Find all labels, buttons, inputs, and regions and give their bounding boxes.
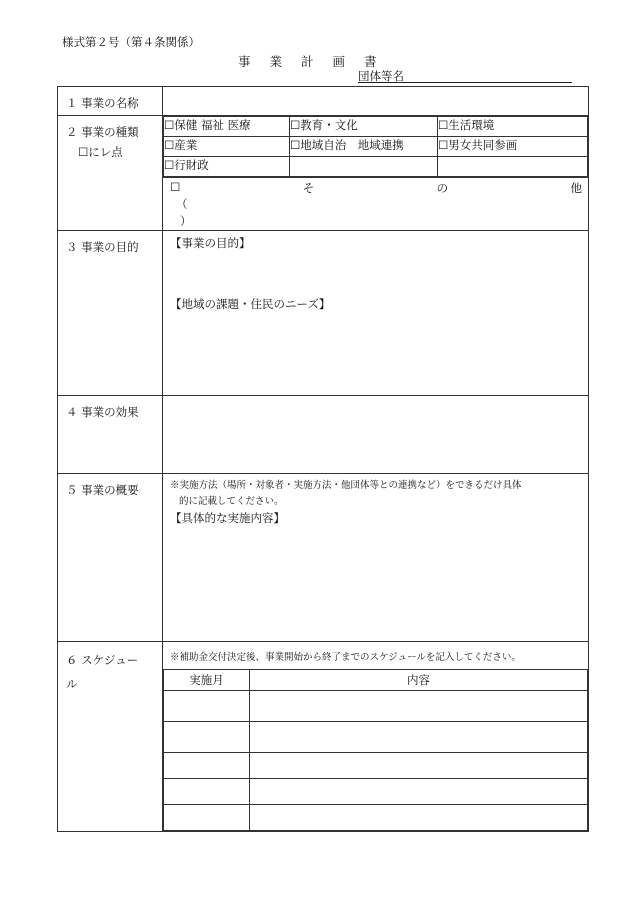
- purpose-field[interactable]: [163, 231, 589, 396]
- overview-note: [163, 474, 588, 510]
- needs-heading: 【地域の課題・住民のニーズ】: [170, 297, 331, 311]
- row-overview: [58, 474, 589, 642]
- schedule-content-cell[interactable]: [250, 779, 588, 805]
- schedule-month-cell[interactable]: [164, 691, 250, 722]
- empty-cell: [290, 157, 438, 177]
- schedule-content-cell[interactable]: [250, 753, 588, 779]
- schedule-label-line1: ６ スケジュー: [66, 653, 139, 667]
- plan-form-table: [57, 86, 589, 832]
- other-char-1: そ: [302, 181, 315, 195]
- project-type-label-line1: ２ 事業の種類: [66, 125, 139, 139]
- effect-label: ４ 事業の効果: [58, 396, 163, 474]
- schedule-field: [163, 642, 589, 832]
- schedule-content-cell[interactable]: [250, 691, 588, 722]
- option-education-culture[interactable]: ☐教育・文化: [290, 117, 438, 137]
- form-number: 様式第２号（第４条関係）: [62, 35, 200, 49]
- other-char-3: 他: [570, 181, 582, 195]
- option-industry[interactable]: ☐産業: [164, 137, 290, 157]
- option-health-welfare[interactable]: ☐保健 福祉 医療: [164, 117, 290, 137]
- other-checkbox[interactable]: ☐: [170, 180, 181, 194]
- row-effect: [58, 396, 589, 474]
- effect-field[interactable]: [163, 396, 589, 474]
- schedule-content-cell[interactable]: [250, 722, 588, 753]
- schedule-content-header: 内容: [250, 670, 588, 691]
- schedule-table: [163, 669, 588, 831]
- other-char-2: の: [436, 181, 449, 195]
- row-purpose: [58, 231, 589, 396]
- project-type-label: [58, 116, 163, 231]
- row-project-type: [58, 116, 589, 231]
- empty-cell: [438, 157, 588, 177]
- project-name-field[interactable]: [163, 87, 589, 116]
- schedule-month-cell[interactable]: [164, 753, 250, 779]
- other-paren-close: ）: [180, 214, 192, 228]
- purpose-heading: 【事業の目的】: [170, 236, 251, 250]
- checkbox-instruction: ☐にレ点: [78, 145, 123, 159]
- overview-note-line2: 的に記載してください。: [179, 496, 284, 507]
- org-name-label: 団体等名: [358, 69, 404, 83]
- option-gender-equality[interactable]: ☐男女共同参画: [438, 137, 588, 157]
- overview-label: ５ 事業の概要: [58, 474, 163, 642]
- option-living-environment[interactable]: ☐生活環境: [438, 117, 588, 137]
- option-other[interactable]: [163, 178, 588, 196]
- schedule-month-cell[interactable]: [164, 722, 250, 753]
- project-name-label: １ 事業の名称: [58, 87, 163, 116]
- type-option-grid: [163, 116, 588, 177]
- overview-field[interactable]: [163, 474, 589, 642]
- org-name-field[interactable]: [358, 82, 572, 83]
- project-type-options: [163, 116, 589, 231]
- purpose-label: ３ 事業の目的: [58, 231, 163, 396]
- document-title: 事業計画書: [238, 54, 396, 69]
- schedule-label: [58, 642, 163, 832]
- option-community[interactable]: ☐地域自治 地域連携: [290, 137, 438, 157]
- schedule-note: ※補助金交付決定後、事業開始から終了までのスケジュールを記入してください。: [170, 652, 521, 663]
- schedule-content-cell[interactable]: [250, 805, 588, 831]
- details-heading: 【具体的な実施内容】: [170, 511, 285, 525]
- row-schedule: [58, 642, 589, 832]
- option-administration[interactable]: ☐行財政: [164, 157, 290, 177]
- row-project-name: [58, 87, 589, 116]
- schedule-month-header: 実施月: [164, 670, 250, 691]
- schedule-label-line2: ル: [66, 677, 78, 691]
- other-paren-open: （: [176, 197, 188, 211]
- overview-note-line1: ※実施方法（場所・対象者・実施方法・他団体等との連携など）をできるだけ具体: [170, 480, 522, 491]
- schedule-month-cell[interactable]: [164, 805, 250, 831]
- schedule-month-cell[interactable]: [164, 779, 250, 805]
